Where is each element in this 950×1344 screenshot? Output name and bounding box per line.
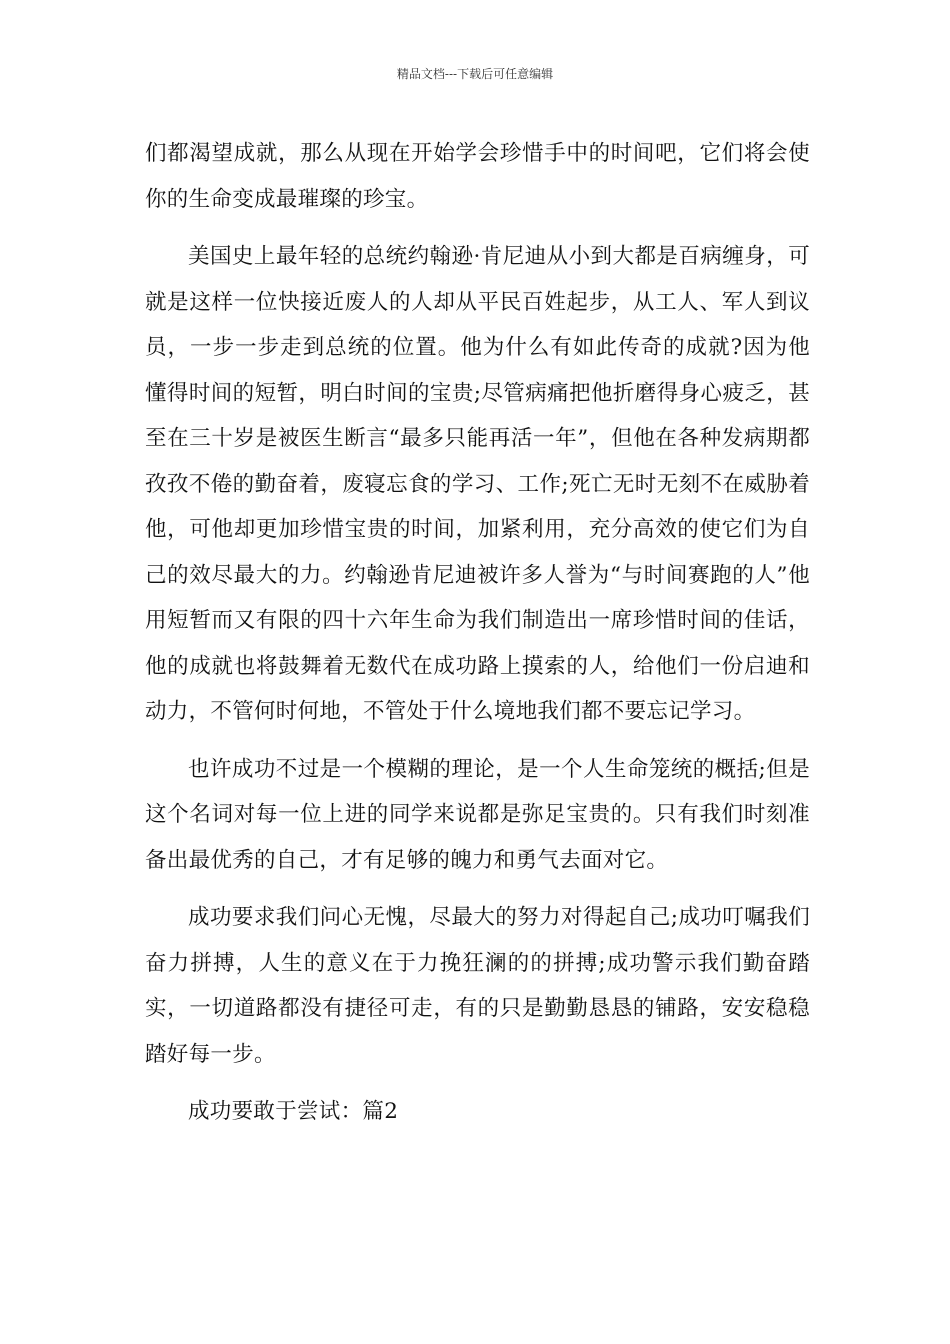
section-title: 成功要敢于尝试：篇2 — [188, 1099, 399, 1124]
paragraph-3: 也许成功不过是一个模糊的理论，是一个人生命笼统的概括;但是这个名词对每一位上进的同学来说都是弥足宝贵的。只有我们时刻准备出最优秀的自己，才有足够的魄力和勇气去面对它。 — [145, 756, 810, 873]
paragraph-4: 成功要求我们问心无愧，尽最大的努力对得起自己;成功叮嘱我们奋力拼搏，人生的意义在于力挽狂澜的的拼搏;成功警示我们勤奋踏实，一切道路都没有捷径可走，有的只是勤勤恳恳的铺路，安安稳稳踏好每一步。 — [145, 905, 810, 1067]
document-body — [145, 131, 810, 1147]
page-header: 精品文档---下载后可任意编辑 — [396, 67, 554, 81]
paragraph-1: 们都渴望成就，那么从现在开始学会珍惜手中的时间吧，它们将会使你的生命变成最璀璨的珍宝。 — [145, 141, 810, 212]
paragraph-2: 美国史上最年轻的总统约翰逊·肯尼迪从小到大都是百病缠身，可就是这样一位快接近废人的人却从平民百姓起步，从工人、军人到议员，一步一步走到总统的位置。他为什么有如此传奇的成就?因为他懂得时间的短暂，明白时间的宝贵;尽管病痛把他折磨得身心疲乏，甚至在三十岁是被医生断言“最多只能再活一年”，但他在各种发病期都孜孜不倦的勤奋着，废寝忘食的学习、工作;死亡无时无刻不在威胁着他，可他却更加珍惜宝贵的时间，加紧利用，充分高效的使它们为自己的效尽最大的力。约翰逊肯尼迪被许多人誉为“与时间赛跑的人”他用短暂而又有限的四十六年生命为我们制造出一席珍惜时间的佳话，他的成就也将鼓舞着无数代在成功路上摸索的人，给他们一份启迪和动力，不管何时何地，不管处于什么境地我们都不要忘记学习。 — [145, 244, 810, 724]
